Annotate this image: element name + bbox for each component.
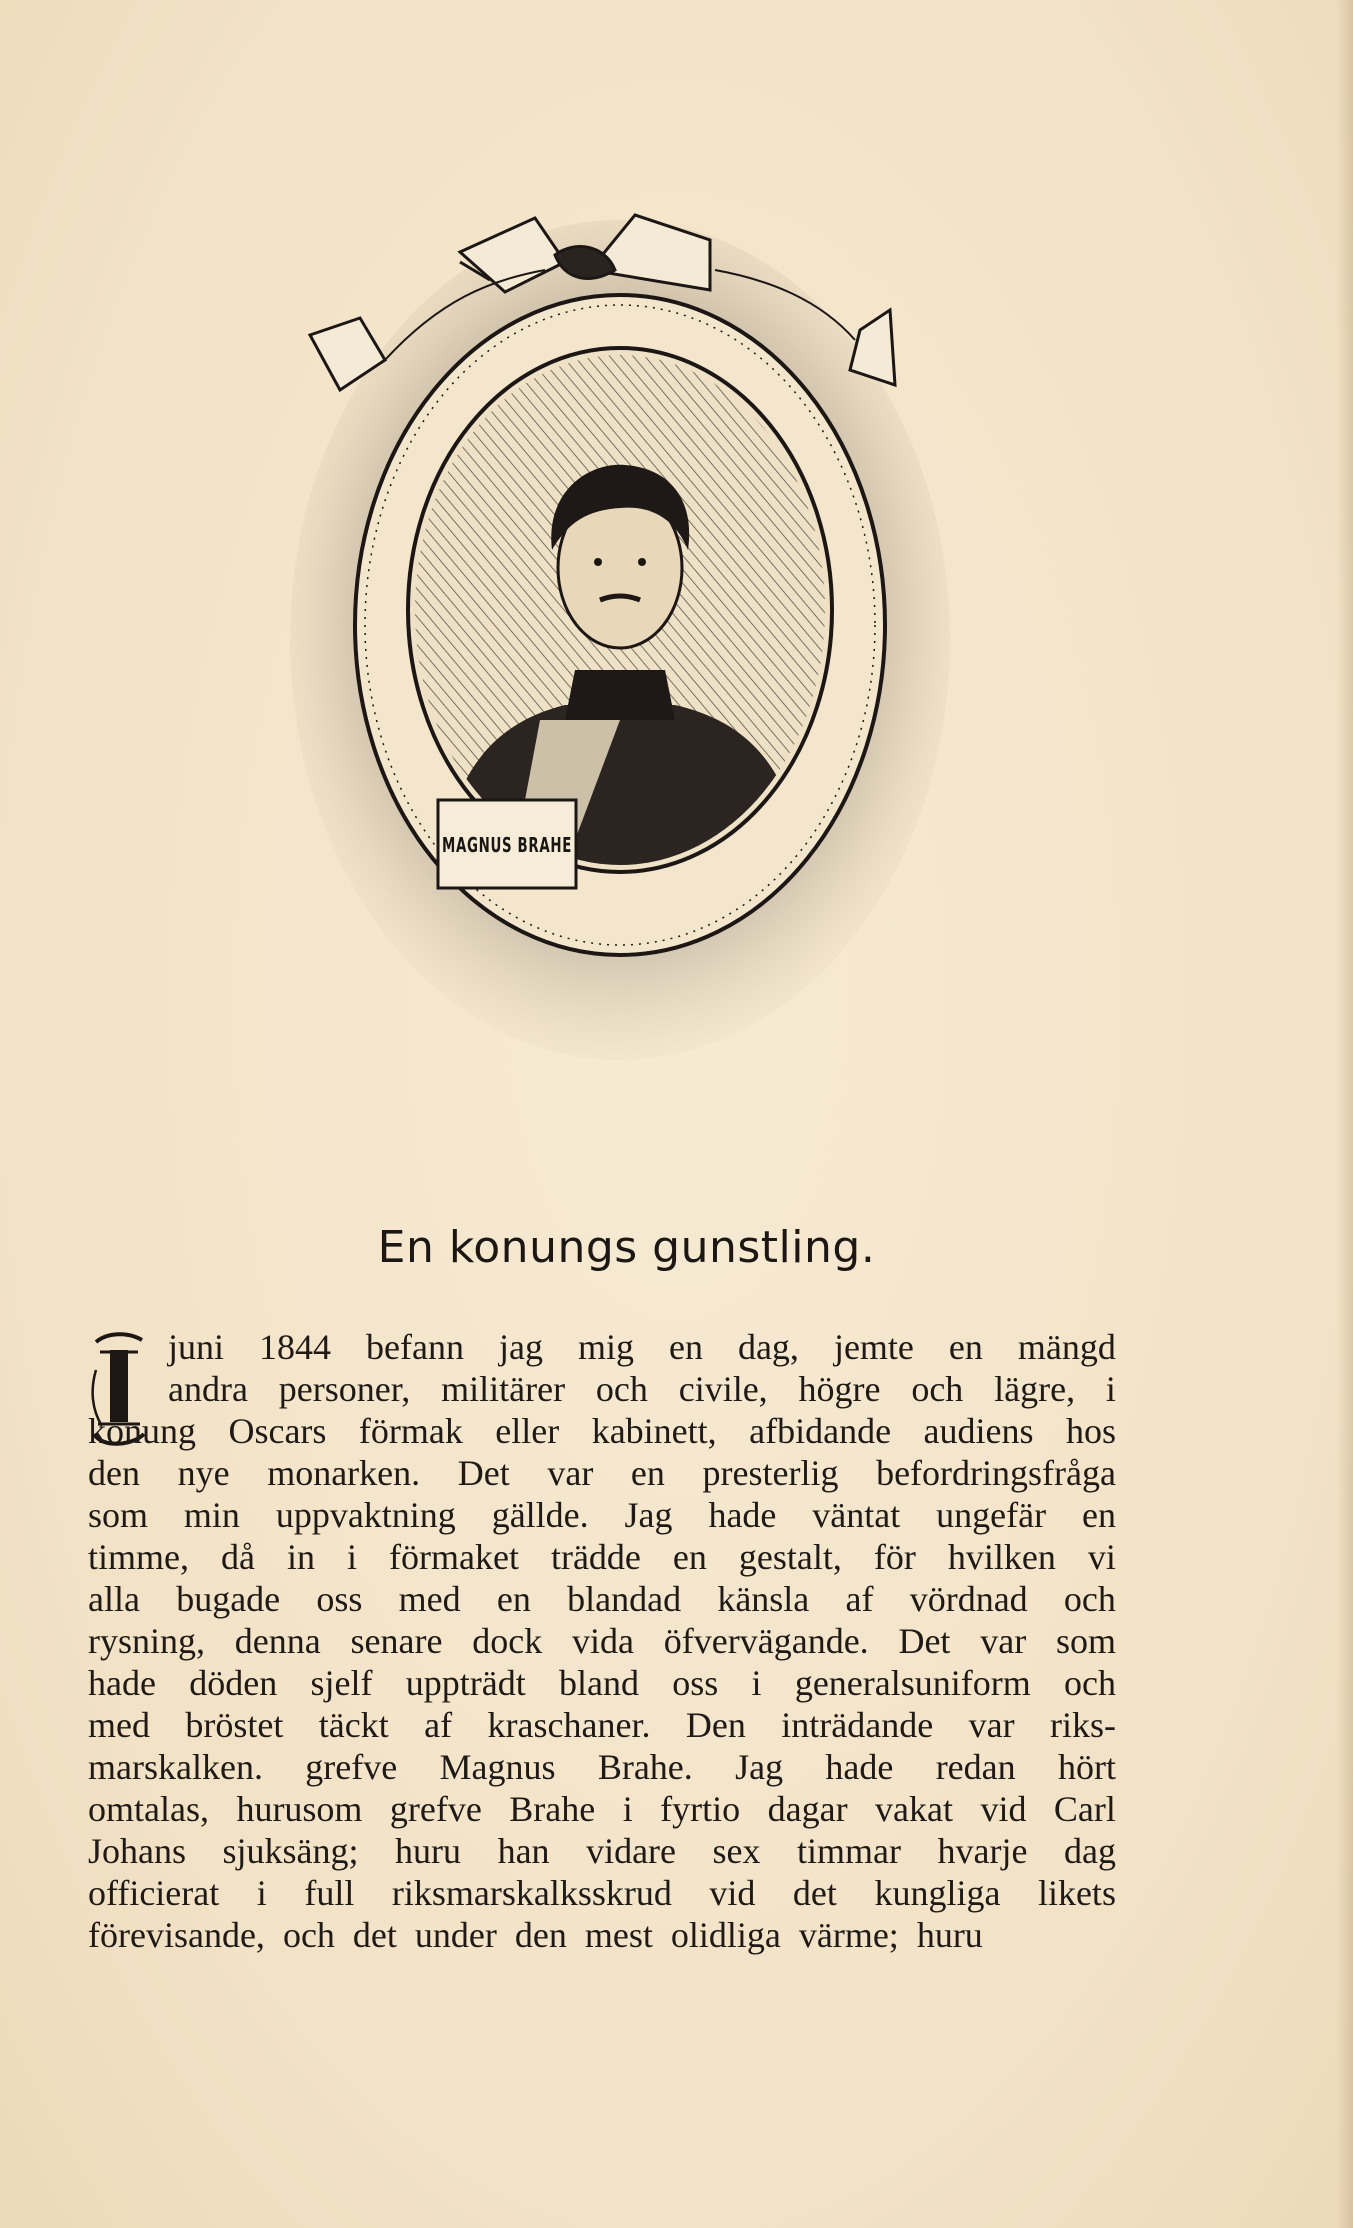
text-line-13: Johans sjuksäng; huru han vidare sex timmar hvarje dag [88,1831,1116,1871]
text-line-12: omtalas, hurusom grefve Brahe i fyrtio dagar vakat vid Carl [88,1789,1116,1829]
text-line-7: alla bugade oss med en blandad känsla af vördnad och [88,1579,1116,1619]
text-line-10: med bröstet täckt af kraschaner. Den inträdande var riks- [88,1705,1116,1745]
nameplate-text: MAGNUS BRAHE [442,833,572,857]
collar [565,670,675,720]
page-edge [1337,0,1353,2228]
portrait-engraving [290,200,950,1080]
text-line-4: den nye monarken. Det var en presterlig befordringsfråga [88,1453,1116,1493]
chapter-heading: En konungs gunstling. [377,1222,876,1273]
text-line-14: officierat i full riksmarskalksskrud vid det kungliga likets [88,1873,1116,1913]
body-text [88,1326,1116,1956]
text-line-9: hade döden sjelf uppträdt bland oss i generalsuniform och [88,1663,1116,1703]
nameplate [438,800,576,888]
text-line-1: juni 1844 befann jag mig en dag, jemte en mängd [168,1327,1116,1367]
text-line-2: andra personer, militärer och civile, högre och lägre, i [168,1369,1116,1409]
portrait-illustration [290,200,950,1080]
text-line-3: konung Oscars förmak eller kabinett, afbidande audiens hos [88,1411,1116,1451]
text-line-8: rysning, denna senare dock vida öfvervägande. Det var som [88,1621,1116,1661]
text-line-15: förevisande, och det under den mest olidliga värme; huru [88,1915,983,1955]
text-line-5: som min uppvaktning gällde. Jag hade väntat ungefär en [88,1495,1116,1535]
text-line-6: timme, då in i förmaket trädde en gestalt, för hvilken vi [88,1537,1116,1577]
text-line-11: marskalken. grefve Magnus Brahe. Jag hade redan hört [88,1747,1116,1787]
